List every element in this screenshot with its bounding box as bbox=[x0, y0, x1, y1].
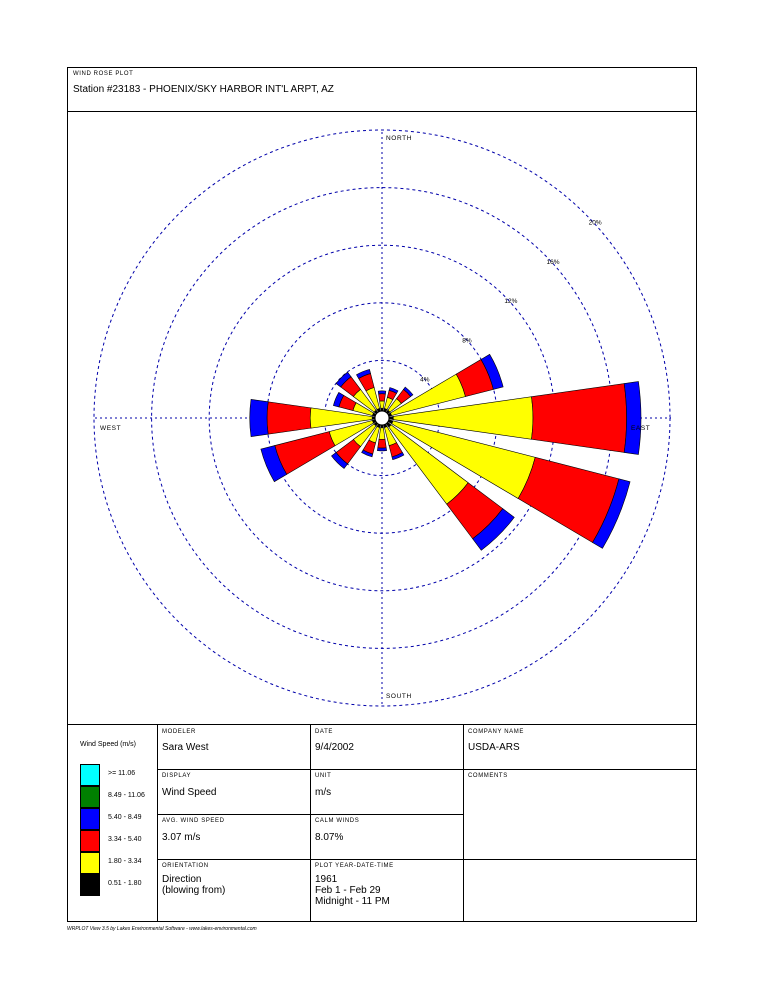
orientation-label: ORIENTATION bbox=[162, 863, 209, 869]
rose-petals bbox=[250, 354, 641, 550]
plot-header bbox=[67, 67, 697, 112]
petal-90-bin-3 bbox=[624, 382, 641, 455]
table-row1-line bbox=[157, 769, 697, 770]
petal-0-bin-1 bbox=[380, 401, 385, 408]
calm-winds-value: 8.07% bbox=[315, 832, 344, 843]
west-label: WEST bbox=[100, 425, 122, 432]
petal-247.5-bin-2 bbox=[275, 432, 335, 475]
display-label: DISPLAY bbox=[162, 773, 192, 779]
petal-0-bin-3 bbox=[378, 391, 386, 394]
petal-180-bin-3 bbox=[377, 448, 386, 451]
ring-label-12: 12% bbox=[504, 298, 518, 306]
comments-label: COMMENTS bbox=[468, 773, 508, 779]
avg-speed-label: AVG. WIND SPEED bbox=[162, 818, 225, 824]
south-label: SOUTH bbox=[386, 693, 412, 700]
modeler-label: MODELER bbox=[162, 729, 196, 735]
avg-speed-value: 3.07 m/s bbox=[162, 832, 201, 843]
table-col1-line bbox=[157, 724, 158, 922]
ring-label-4: 4% bbox=[420, 376, 430, 384]
ring-labels bbox=[420, 220, 602, 384]
table-top-line bbox=[67, 724, 697, 725]
legend-swatch-green bbox=[80, 786, 100, 808]
table-col2-line bbox=[310, 724, 311, 922]
legend-label-0: 0.51 - 1.80 bbox=[108, 880, 142, 887]
calm-winds-label: CALM WINDS bbox=[315, 818, 360, 824]
legend-swatch-cyan bbox=[80, 764, 100, 786]
plot-time: Midnight - 11 PM bbox=[315, 896, 390, 907]
software-credit: WRPLOT View 3.5 by Lakes Environmental Software - www.lakes-environmental.com bbox=[67, 926, 257, 932]
display-value: Wind Speed bbox=[162, 787, 217, 798]
east-label: EAST bbox=[631, 425, 651, 432]
legend-label-5: >= 11.06 bbox=[108, 770, 136, 777]
modeler-value: Sara West bbox=[162, 742, 209, 753]
unit-value: m/s bbox=[315, 787, 332, 798]
table-row3-line bbox=[157, 859, 697, 860]
plot-year: 1961 bbox=[315, 874, 338, 885]
unit-label: UNIT bbox=[315, 773, 332, 779]
table-col3-line bbox=[463, 724, 464, 922]
legend-swatch-red bbox=[80, 830, 100, 852]
company-value: USDA-ARS bbox=[468, 742, 520, 753]
legend-swatch-black bbox=[80, 874, 100, 896]
petal-180-bin-1 bbox=[379, 428, 385, 440]
date-value: 9/4/2002 bbox=[315, 742, 354, 753]
legend-label-1: 1.80 - 3.34 bbox=[108, 858, 142, 865]
company-label: COMPANY NAME bbox=[468, 729, 524, 735]
date-label: DATE bbox=[315, 729, 333, 735]
legend-label-3: 5.40 - 8.49 bbox=[108, 814, 142, 821]
petal-270-bin-2 bbox=[267, 402, 311, 434]
petal-270-bin-3 bbox=[250, 399, 268, 436]
ring-label-20: 20% bbox=[588, 219, 602, 227]
plot-ydt-label: PLOT YEAR-DATE-TIME bbox=[315, 863, 394, 869]
orientation-line1: Direction bbox=[162, 874, 202, 885]
north-label: NORTH bbox=[386, 135, 412, 142]
ring-label-16: 16% bbox=[546, 258, 560, 266]
petal-0-bin-2 bbox=[379, 394, 386, 401]
legend-swatch-yellow bbox=[80, 852, 100, 874]
petal-180-bin-2 bbox=[378, 439, 386, 448]
ring-label-8: 8% bbox=[462, 337, 472, 345]
legend-label-4: 8.49 - 11.06 bbox=[108, 792, 145, 799]
plot-date: Feb 1 - Feb 29 bbox=[315, 885, 381, 896]
orientation-line2: (blowing from) bbox=[162, 885, 226, 896]
plot-header-label: WIND ROSE PLOT bbox=[73, 71, 134, 77]
wind-rose-chart bbox=[67, 112, 697, 724]
legend-swatch-blue bbox=[80, 808, 100, 830]
petal-90-bin-2 bbox=[531, 384, 626, 453]
petal-90-bin-0 bbox=[389, 416, 393, 419]
calm-circle bbox=[375, 411, 389, 425]
legend-title: Wind Speed (m/s) bbox=[80, 741, 137, 748]
station-title: Station #23183 - PHOENIX/SKY HARBOR INT'L ARPT, AZ bbox=[73, 84, 334, 95]
legend-label-2: 3.34 - 5.40 bbox=[108, 836, 142, 843]
